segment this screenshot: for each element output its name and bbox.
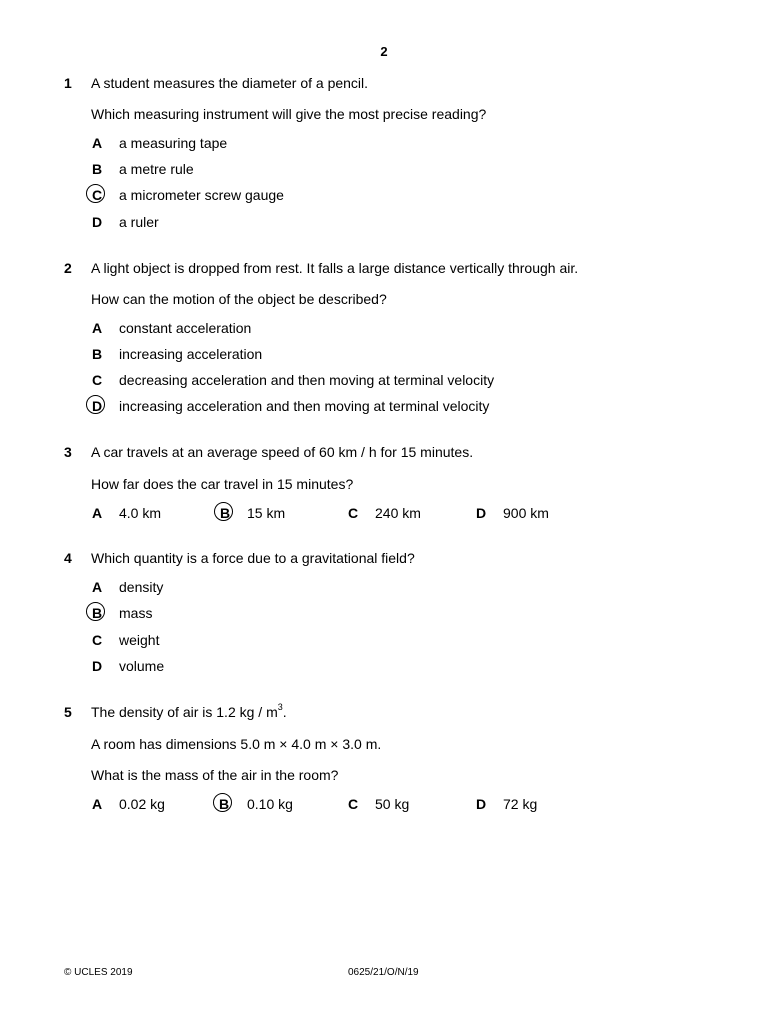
option-text-d: a ruler	[119, 214, 159, 230]
option-text-a: 4.0 km	[119, 505, 162, 521]
page-number: 2	[380, 44, 388, 59]
option-letter-b: B	[92, 161, 103, 177]
option-text-a: 0.02 kg	[119, 796, 165, 812]
option-text-c: decreasing acceleration and then moving at terminal velocity	[119, 372, 495, 388]
question-number: 3	[64, 444, 72, 460]
option-text-b: 15 km	[247, 505, 286, 521]
question-prompt: How far does the car travel in 15 minutes?	[91, 476, 354, 492]
option-letter-a: A	[92, 505, 103, 521]
option-text-c: a micrometer screw gauge	[119, 187, 284, 203]
question-stem: A student measures the diameter of a pencil.	[91, 75, 369, 91]
option-text-b: 0.10 kg	[247, 796, 293, 812]
option-text-a: a measuring tape	[119, 135, 228, 151]
option-text-d: 900 km	[503, 505, 549, 521]
question-number: 4	[64, 550, 72, 566]
question-prompt: How can the motion of the object be described?	[91, 291, 387, 307]
room-dimensions: A room has dimensions 5.0 m × 4.0 m × 3.0 m.	[91, 736, 382, 752]
option-text-c: 50 kg	[375, 796, 410, 812]
option-letter-c: C	[92, 632, 103, 648]
option-letter-b: B	[92, 346, 103, 362]
option-letter-d: D	[92, 214, 103, 230]
question-stem: Which quantity is a force due to a gravitational field?	[91, 550, 415, 566]
option-letter-a: A	[92, 579, 103, 595]
option-letter-b-circled: B	[220, 505, 234, 521]
question-prompt: Which measuring instrument will give the most precise reading?	[91, 106, 487, 122]
option-letter-d: D	[476, 796, 487, 812]
option-text-b: increasing acceleration	[119, 346, 263, 362]
option-letter-b-circled: B	[92, 605, 106, 621]
footer-copyright: © UCLES 2019	[64, 967, 133, 978]
option-text-c: weight	[119, 632, 160, 648]
option-text-b: a metre rule	[119, 161, 194, 177]
option-text-d: volume	[119, 658, 165, 674]
superscript-exponent: 3	[277, 702, 283, 713]
option-letter-a: A	[92, 320, 103, 336]
option-letter-c: C	[348, 796, 359, 812]
option-letter-c-circled: C	[92, 187, 106, 203]
option-letter-d: D	[476, 505, 487, 521]
option-letter-c: C	[348, 505, 359, 521]
stem-suffix: .	[282, 704, 287, 720]
question-number: 1	[64, 75, 72, 91]
question-stem	[91, 704, 287, 720]
option-text-d: 72 kg	[503, 796, 538, 812]
option-letter-b-circled: B	[219, 796, 233, 812]
option-letter-d-circled: D	[92, 398, 106, 414]
option-text-b: mass	[119, 605, 153, 621]
option-text-a: density	[119, 579, 164, 595]
question-prompt: What is the mass of the air in the room?	[91, 767, 339, 783]
question-number: 5	[64, 704, 72, 720]
footer-paper-code: 0625/21/O/N/19	[348, 967, 419, 978]
option-letter-a: A	[92, 135, 103, 151]
density-statement: The density of air is 1.2 kg / m	[91, 704, 278, 720]
question-stem: A light object is dropped from rest. It falls a large distance vertically through air.	[91, 260, 579, 276]
question-stem: A car travels at an average speed of 60 km / h for 15 minutes.	[91, 444, 474, 460]
option-letter-d: D	[92, 658, 103, 674]
option-text-a: constant acceleration	[119, 320, 252, 336]
option-text-c: 240 km	[375, 505, 421, 521]
option-text-d: increasing acceleration and then moving at terminal velocity	[119, 398, 490, 414]
option-letter-c: C	[92, 372, 103, 388]
question-number: 2	[64, 260, 72, 276]
option-letter-a: A	[92, 796, 103, 812]
